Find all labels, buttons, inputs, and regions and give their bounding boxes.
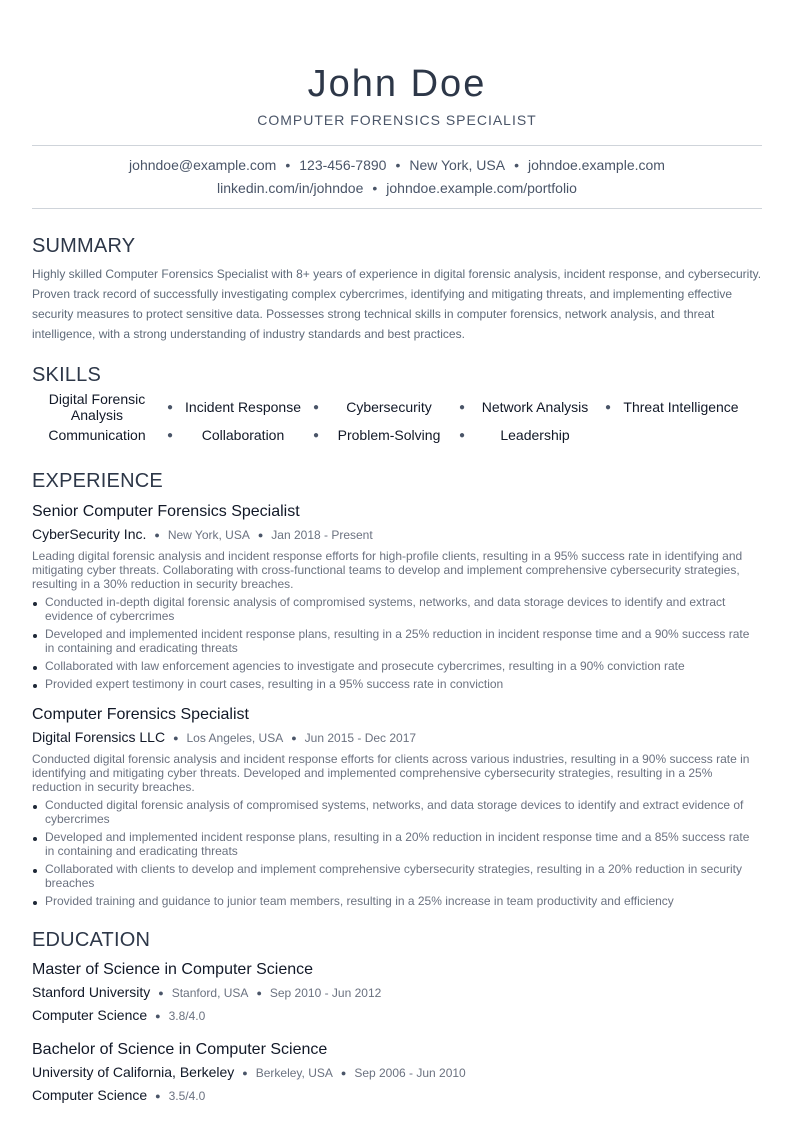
- skill-item: Leadership: [500, 427, 570, 443]
- contact-line-2: [32, 177, 762, 200]
- skills-row: [32, 421, 762, 449]
- job-bullets: [32, 798, 762, 908]
- contact-block: [32, 146, 762, 208]
- skill-separator: ●: [312, 401, 320, 413]
- education-entry: [32, 1040, 762, 1106]
- job-bullet: Provided training and guidance to junior team members, resulting in a 25% increase in team productivity and efficiency: [32, 894, 762, 908]
- meta-separator: ●: [155, 1011, 161, 1021]
- contact-separator: •: [285, 157, 291, 173]
- degree-title: Bachelor of Science in Computer Science: [32, 1041, 328, 1058]
- education-field-line: [32, 1006, 762, 1026]
- contact-separator: •: [395, 157, 401, 173]
- education-meta: [32, 1063, 762, 1083]
- school-name: University of California, Berkeley: [32, 1064, 235, 1080]
- job-location: New York, USA: [167, 528, 250, 542]
- meta-separator: ●: [155, 1091, 161, 1101]
- skills-section: [32, 363, 762, 449]
- job-bullets: [32, 595, 762, 691]
- job-bullet: Developed and implemented incident response plans, resulting in a 20% reduction in incident response time and a 85% success rate in containing and eradicating threats: [32, 830, 762, 858]
- job-bullet: Conducted in-depth digital forensic analysis of compromised systems, networks, and data storage devices to identify and extract evidence of cybercrimes: [32, 595, 762, 623]
- job-entry: [32, 502, 762, 691]
- experience-section: [32, 469, 762, 908]
- skill-separator: ●: [458, 401, 466, 413]
- header-divider-bottom: [32, 208, 762, 209]
- candidate-name: John Doe: [307, 63, 487, 105]
- skills-row: [32, 393, 762, 421]
- school-location: Berkeley, USA: [255, 1066, 333, 1080]
- contact-email[interactable]: johndoe@example.com: [129, 157, 277, 173]
- job-bullet: Collaborated with clients to develop and implement comprehensive cybersecurity strategies, resulting in a 20% reduction in security breaches: [32, 862, 762, 890]
- skill-item: Network Analysis: [481, 399, 589, 415]
- skills-grid: [32, 393, 762, 449]
- contact-phone[interactable]: 123-456-7890: [299, 157, 387, 173]
- resume-page: [32, 0, 762, 1106]
- job-dates: Jan 2018 - Present: [271, 528, 373, 542]
- job-bullet: Conducted digital forensic analysis of compromised systems, networks, and data storage devices to identify and extract evidence of cybercrimes: [32, 798, 762, 826]
- school-location: Stanford, USA: [171, 986, 249, 1000]
- contact-linkedin[interactable]: linkedin.com/in/johndoe: [217, 180, 364, 196]
- contact-line-1: [32, 154, 762, 177]
- job-bullet: Collaborated with law enforcement agencies to investigate and prosecute cybercrimes, resulting in a 90% conviction rate: [32, 659, 762, 673]
- education-heading: EDUCATION: [32, 929, 151, 951]
- job-description: Leading digital forensic analysis and incident response efforts for high-profile clients, resulting in a 95% success rate in identifying and mitigating cyber threats. Collaborating with cross-functional teams to develop and implement comprehensive cybersecurity strategies, resulting in a 30% reduction in security breaches.: [32, 549, 743, 591]
- skill-item: Cybersecurity: [346, 399, 432, 415]
- skills-heading: SKILLS: [32, 364, 102, 386]
- job-description: Conducted digital forensic analysis and incident response efforts for clients across various industries, resulting in a 90% success rate in identifying and mitigating cyber threats. Developed and implemented comprehensive cybersecurity strategies, resulting in a 25% reduction in security breaches.: [32, 752, 750, 794]
- skill-separator: ●: [166, 401, 174, 413]
- meta-separator: ●: [173, 733, 179, 743]
- meta-separator: ●: [257, 530, 264, 540]
- skill-separator: ●: [458, 429, 466, 441]
- job-company: Digital Forensics LLC: [32, 729, 166, 745]
- job-dates: Jun 2015 - Dec 2017: [304, 731, 417, 745]
- education-dates: Sep 2006 - Jun 2010: [354, 1066, 466, 1080]
- education-dates: Sep 2010 - Jun 2012: [269, 986, 382, 1000]
- summary-text: Highly skilled Computer Forensics Specialist with 8+ years of experience in digital forensic analysis, incident response, and cybersecurity. Proven track record of successfully investigating complex cybercrimes, identifying and mitigating threats, and implementing effective security measures to protect sensitive data. Possesses strong technical skills in computer forensics, network analysis, and threat intelligence, with a strong understanding of industry standards and best practices.: [32, 267, 762, 341]
- education-meta: [32, 983, 762, 1003]
- skill-separator: ●: [604, 401, 612, 413]
- summary-heading: SUMMARY: [32, 235, 136, 257]
- degree-title: Master of Science in Computer Science: [32, 961, 314, 978]
- meta-separator: ●: [158, 988, 164, 998]
- contact-separator: •: [372, 180, 378, 196]
- experience-heading: EXPERIENCE: [32, 470, 163, 492]
- school-name: Stanford University: [32, 984, 151, 1000]
- field-of-study: Computer Science: [32, 1007, 148, 1023]
- meta-separator: ●: [256, 988, 262, 998]
- meta-separator: ●: [291, 733, 297, 743]
- education-entry: [32, 960, 762, 1026]
- contact-website[interactable]: johndoe.example.com: [527, 157, 665, 173]
- candidate-title: COMPUTER FORENSICS SPECIALIST: [257, 112, 537, 128]
- job-title: Senior Computer Forensics Specialist: [32, 503, 300, 520]
- contact-separator: •: [514, 157, 519, 173]
- skill-item: Threat Intelligence: [623, 399, 739, 415]
- contact-location: New York, USA: [409, 157, 506, 173]
- skill-item: Collaboration: [201, 427, 285, 443]
- job-meta: [32, 728, 762, 748]
- field-of-study: Computer Science: [32, 1087, 148, 1103]
- job-company: CyberSecurity Inc.: [32, 526, 147, 542]
- skill-item: Digital Forensic Analysis: [48, 391, 146, 423]
- skill-separator: ●: [166, 429, 174, 441]
- job-meta: [32, 525, 762, 545]
- meta-separator: ●: [340, 1068, 347, 1078]
- contact-portfolio[interactable]: johndoe.example.com/portfolio: [386, 180, 577, 196]
- job-title: Computer Forensics Specialist: [32, 706, 249, 723]
- meta-separator: ●: [154, 530, 160, 540]
- job-entry: [32, 705, 762, 908]
- education-field-line: [32, 1086, 762, 1106]
- meta-separator: ●: [242, 1068, 248, 1078]
- education-section: [32, 928, 762, 1106]
- skill-item: Problem-Solving: [337, 427, 441, 443]
- job-bullet: Developed and implemented incident response plans, resulting in a 25% reduction in incident response time and a 90% success rate in containing and eradicating threats: [32, 627, 762, 655]
- summary-section: [32, 234, 762, 344]
- skill-item: Communication: [48, 427, 146, 443]
- job-location: Los Angeles, USA: [186, 731, 284, 745]
- gpa: 3.8/4.0: [168, 1009, 206, 1023]
- skill-separator: ●: [312, 429, 320, 441]
- skill-item: Incident Response: [185, 399, 301, 415]
- gpa: 3.5/4.0: [168, 1089, 206, 1103]
- job-bullet: Provided expert testimony in court cases, resulting in a 95% success rate in conviction: [32, 677, 762, 691]
